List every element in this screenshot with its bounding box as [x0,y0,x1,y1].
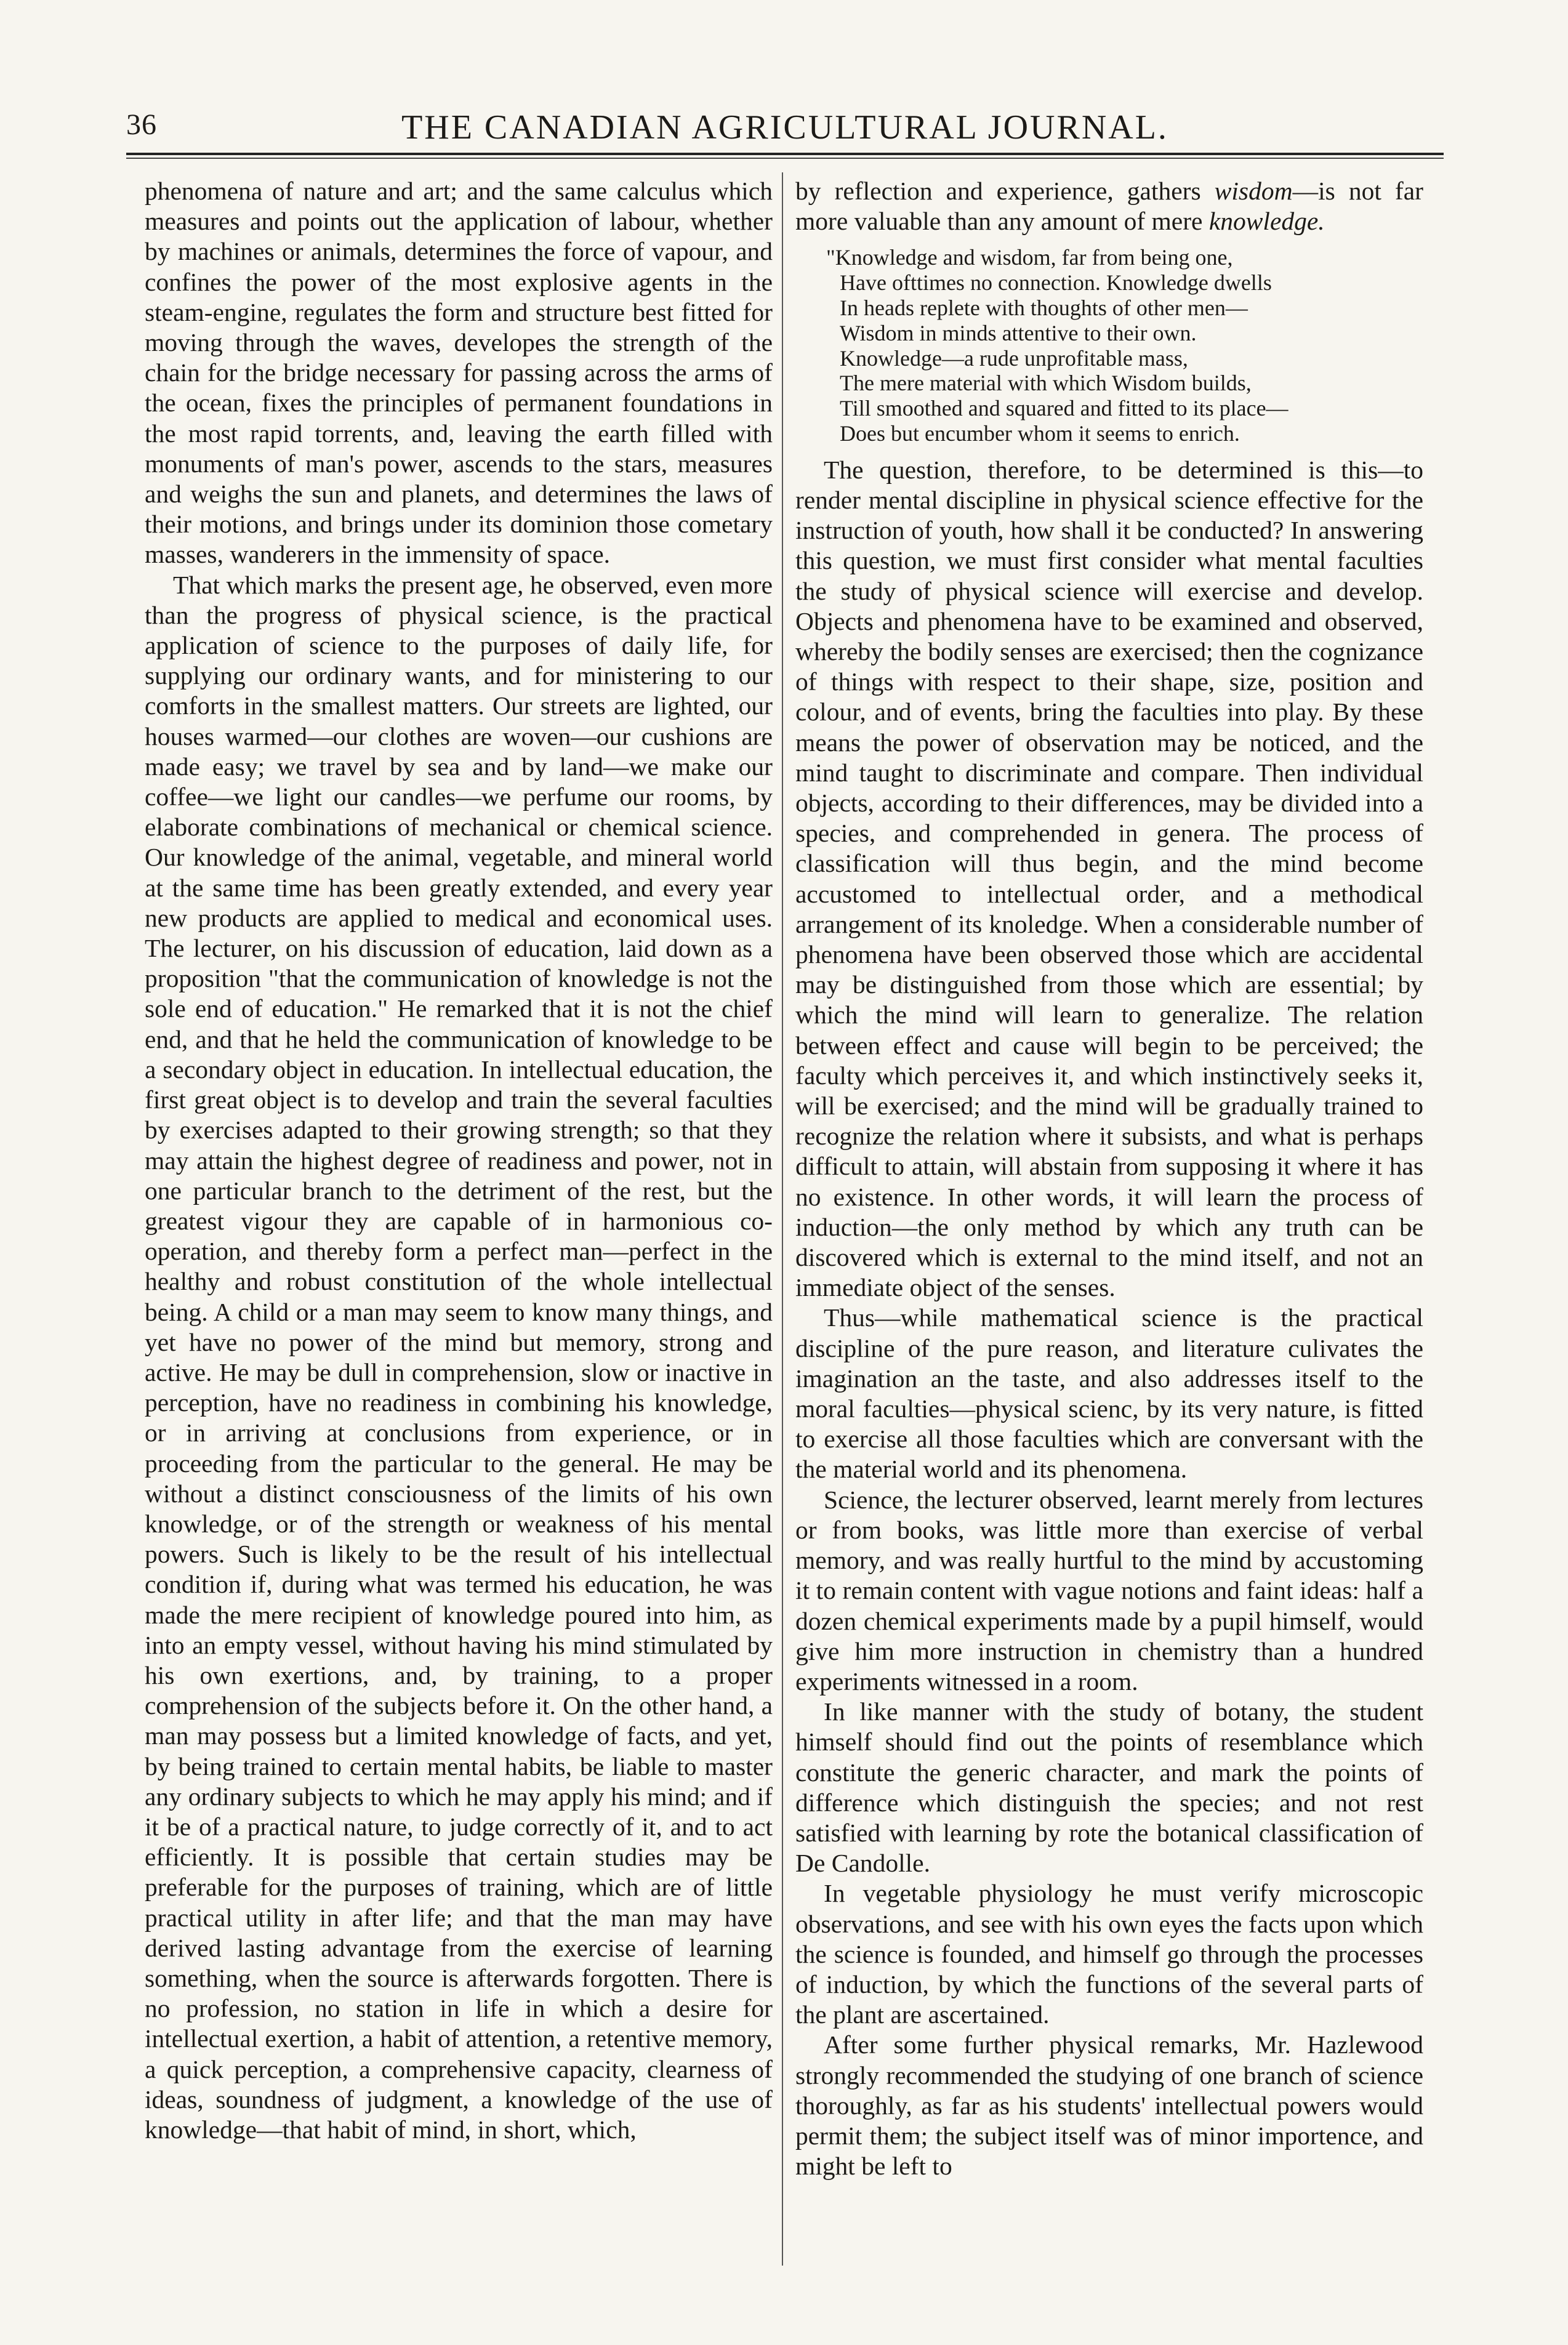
poem-line: Does but encumber whom it seems to enrich. [840,420,1240,446]
poem-quote [826,245,1423,446]
paragraph: After some further physical remarks, Mr. Hazlewood strongly recommended the studying of one branch of science thoroughly, as far as his students' intellectual powers would permit them; the subject itself was of minor importence, and might be left to [795,2030,1423,2181]
journal-title: THE CANADIAN AGRICULTURAL JOURNAL. [401,108,1168,147]
poem-line: Have ofttimes no connection. Knowledge dwells [840,270,1272,296]
poem-line: In heads replete with thoughts of other men— [840,296,1248,320]
poem-line: Knowledge—a rude unprofitable mass, [840,345,1188,371]
poem-line: Till smoothed and squared and fitted to its place— [840,396,1289,421]
page-header [126,102,1444,151]
paragraph: In like manner with the study of botany, the student himself should find out the points of resemblance which constitute the generic character, and mark the points of difference which distinguish the species; and not rest satisfied with learning by rote the botanical classification of De Candolle. [795,1697,1423,1878]
paragraph: In vegetable physiology he must verify microscopic observations, and see with his own eyes the facts upon which the science is founded, and himself go through the processes of induction, by which the functions of the several parts of the plant are ascertained. [795,1879,1423,2029]
paragraph: by reflection and experience, gathers wisdom—is not far more valuable than any amount of mere knowledge. [795,177,1423,236]
left-column [145,176,773,2145]
paragraph: The question, therefore, to be determined is this—to render mental discipline in physical science effective for the instruction of youth, how shall it be conducted? In answering this question, we must first consider what mental faculties the study of physical science will exercise and develop. Objects and phenomena have to be examined and observed, whereby the bodily senses are exercised; then the cognizance of things with respect to their shape, size, position and colour, and of events, bring the faculties into play. By these means the power of observation may be noticed, and the mind taught to discriminate and compare. Then individual objects, according to their differences, may be divided into a species, and comprehended in genera. The process of classification will thus begin, and the mind become accustomed to intellectual order, and a methodical arrangement of its knoledge. When a considerable number of phenomena have been observed those which are accidental may be distinguished from those which are essential; by which the mind will learn to generalize. The relation between effect and cause will begin to be perceived; the faculty which perceives it, and which instinctively seeks it, will be exercised; and the mind will be gradually trained to recognize the relation where it subsists, and what is perhaps difficult to attain, will abstain from supposing it where it has no existence. In other words, it will learn the process of induction—the only method by which any truth can be discovered which is external to the mind itself, and not an immediate object of the senses. [795,455,1423,1302]
emphasis: knowledge. [1208,207,1325,236]
emphasis: wisdom [1214,177,1293,205]
paragraph: phenomena of nature and art; and the same calculus which measures and points out the application of labour, whether by machines or animals, determines the force of vapour, and confines the power of the most explosive agents in the steam-engine, regulates the form and structure best fitted for moving through the waves, developes the strength of the chain for the bridge necessary for passing across the arms of the ocean, fixes the principles of permanent foundations in the most rapid torrents, and, leaving the earth filled with monuments of man's power, ascends to the stars, measures and weighs the sun and planets, and determines the laws of their motions, and brings under its dominion those cometary masses, wanderers in the immensity of space. [145,177,773,569]
poem-line: Wisdom in minds attentive to their own. [840,320,1197,345]
paragraph: That which marks the present age, he observed, even more than the progress of physical science, is the practical application of science to the purposes of daily life, for supplying our ordinary wants, and for ministering to our comforts in the smallest matters. Our streets are lighted, our houses warmed—our clothes are woven—our cushions are made easy; we travel by sea and by land—we make our coffee—we light our candles—we perfume our rooms, by elaborate combinations of mechanical or chemical science. Our knowledge of the animal, vegetable, and mineral world at the same time has been greatly extended, and every year new products are applied to medical and economical uses. The lecturer, on his discussion of education, laid down as a proposition "that the communication of knowledge is not the sole end of education." He remarked that it is not the chief end, and that he held the communication of knowledge to be a secondary object in education. In intellectual education, the first great object is to develop and train the several faculties by exercises adapted to their growing strength; so that they may attain the highest degree of readiness and power, not in one particular branch to the detriment of the rest, but the greatest vigour they are capable of in harmonious co-operation, and thereby form a perfect man—perfect in the healthy and robust constitution of the whole intellectual being. A child or a man may seem to know many things, and yet have no power of the mind but memory, strong and active. He may be dull in comprehension, slow or inactive in perception, have no readiness in combining his knowledge, or in arriving at conclusions from experience, or in proceeding from the particular to the general. He may be without a distinct consciousness of the limits of his own knowledge, or of the strength or weakness of his mental powers. Such is likely to be the result of his intellectual condition if, during what was termed his education, he was made the mere recipient of knowledge poured into him, as into an empty vessel, without having his mind stimulated by his own exertions, and, by training, to a proper comprehension of the subjects before it. On the other hand, a man may possess but a limited knowledge of facts, and yet, by being trained to certain mental habits, be liable to master any ordinary subjects to which he may apply his mind; and if it be of a practical nature, to judge correctly of it, and to act efficiently. It is possible that certain studies may be preferable for the purposes of training, which are of little practical utility in after life; and that the man may have derived lasting advantage from the exercise of learning something, when the source is afterwards forgotten. There is no profession, no station in life in which a desire for intellectual exertion, a habit of attention, a retentive memory, a quick perception, a comprehensive capacity, clearness of ideas, soundness of judgment, a knowledge of the use of knowledge—that habit of mind, in short, which, [145,570,773,2144]
right-column [795,176,1423,2181]
page-number: 36 [126,108,157,141]
poem-line: "Knowledge and wisdom, far from being one, [826,245,1233,270]
paragraph: Thus—while mathematical science is the practical discipline of the pure reason, and literature culivates the imagination an the taste, and also addresses itself to the moral faculties—physical scienc, by its very nature, is fitted to exercise all those faculties which are conversant with the the material world and its phenomena. [795,1303,1423,1484]
header-rule [126,153,1444,159]
column-divider [782,172,783,2266]
poem-line: The mere material with which Wisdom builds, [840,371,1252,396]
paragraph: Science, the lecturer observed, learnt merely from lectures or from books, was little more than exercise of verbal memory, and was really hurtful to the mind by accustoming it to remain content with vague notions and faint ideas: half a dozen chemical experiments made by a pupil himself, would give him more instruction in chemistry than a hundred experiments witnessed in a room. [795,1485,1423,1695]
